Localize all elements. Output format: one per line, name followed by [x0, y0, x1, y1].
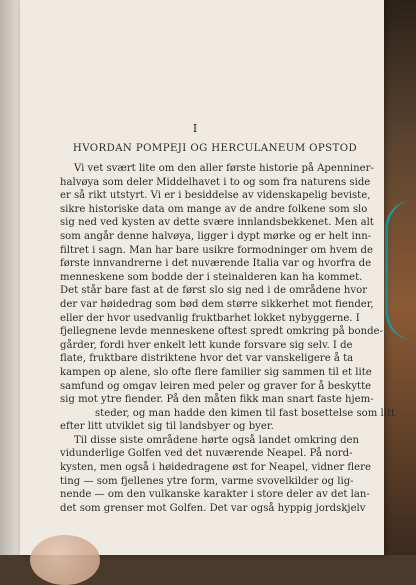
book-page — [20, 0, 396, 555]
cable — [385, 200, 414, 340]
text-line: Til disse siste områdene hørte også landet omkring den — [74, 434, 360, 446]
text-line: sig ned ved kysten av dette svære innlandsbekkenet. Men alt — [60, 217, 374, 229]
text-line: det som grenser mot Golfen. Det var også hyppig jordskjelv — [60, 502, 366, 514]
text-line: første innvandrerne i det nuværende Italia var og hvorfra de — [60, 258, 372, 270]
chapter-number: I — [192, 122, 198, 135]
chapter-title: HVORDAN POMPEJI OG HERCULANEUM OPSTOD — [72, 143, 358, 154]
text-line: kampen op alene, slo ofte flere familier sig sammen til et lite — [60, 366, 372, 378]
text-line: gårder, fordi hver enkelt lett kunde forsvare sig selv. I de — [60, 339, 353, 351]
text-line: som angår denne halvøya, ligger i dypt mørke og er helt inn- — [60, 230, 372, 242]
text-line: flate, fruktbare distriktene hvor det var vanskeligere å ta — [60, 353, 354, 365]
text-line: Vi vet svært lite om den aller første historie på Apenniner- — [74, 163, 374, 174]
body-text — [60, 162, 396, 515]
text-line: filtret i sagn. Man har bare usikre formodninger om hvem de — [60, 244, 373, 256]
text-line: steder, og man hadde den kimen til fast bosettelse som litt — [95, 407, 396, 419]
text-line: ting — som fjellenes ytre form, varme svovelkilder og lig- — [60, 475, 354, 487]
thumb — [30, 535, 100, 585]
text-line: nende — om den vulkanske karakter i store deler av det lan- — [60, 489, 370, 501]
text-line: Det står bare fast at de først slo sig ned i de områdene hvor — [60, 285, 368, 297]
text-line: efter litt utviklet sig til landsbyer og byer. — [60, 421, 274, 433]
text-line: fjellegnene levde menneskene oftest spredt omkring på bonde- — [60, 326, 383, 338]
text-line: menneskene som bodde der i steinalderen kan ha kommet. — [60, 271, 363, 283]
text-line: kysten, men også i høidedragene øst for Neapel, vidner flere — [60, 462, 371, 474]
text-line: eller der hvor usedvanlig fruktbarhet lokket nybyggerne. I — [60, 312, 360, 324]
text-line: halvøya som deler Middelhavet i to og som fra naturens side — [60, 176, 371, 188]
text-line: der var høidedrag som bød dem større sikkerhet mot fiender, — [60, 298, 374, 310]
text-line: sikre historiske data om mange av de andre folkene som slo — [60, 203, 368, 215]
text-line: er så rikt utstyrt. Vi er i besiddelse av videnskapelig beviste, — [60, 190, 371, 202]
text-line: sig mot ytre fiender. På den måten fikk man snart faste hjem- — [60, 394, 374, 406]
text-line: vidunderlige Golfen ved det nuværende Neapel. På nord- — [60, 448, 353, 460]
text-line: samfund og omgav leiren med peler og graver for å beskytte — [60, 380, 372, 392]
